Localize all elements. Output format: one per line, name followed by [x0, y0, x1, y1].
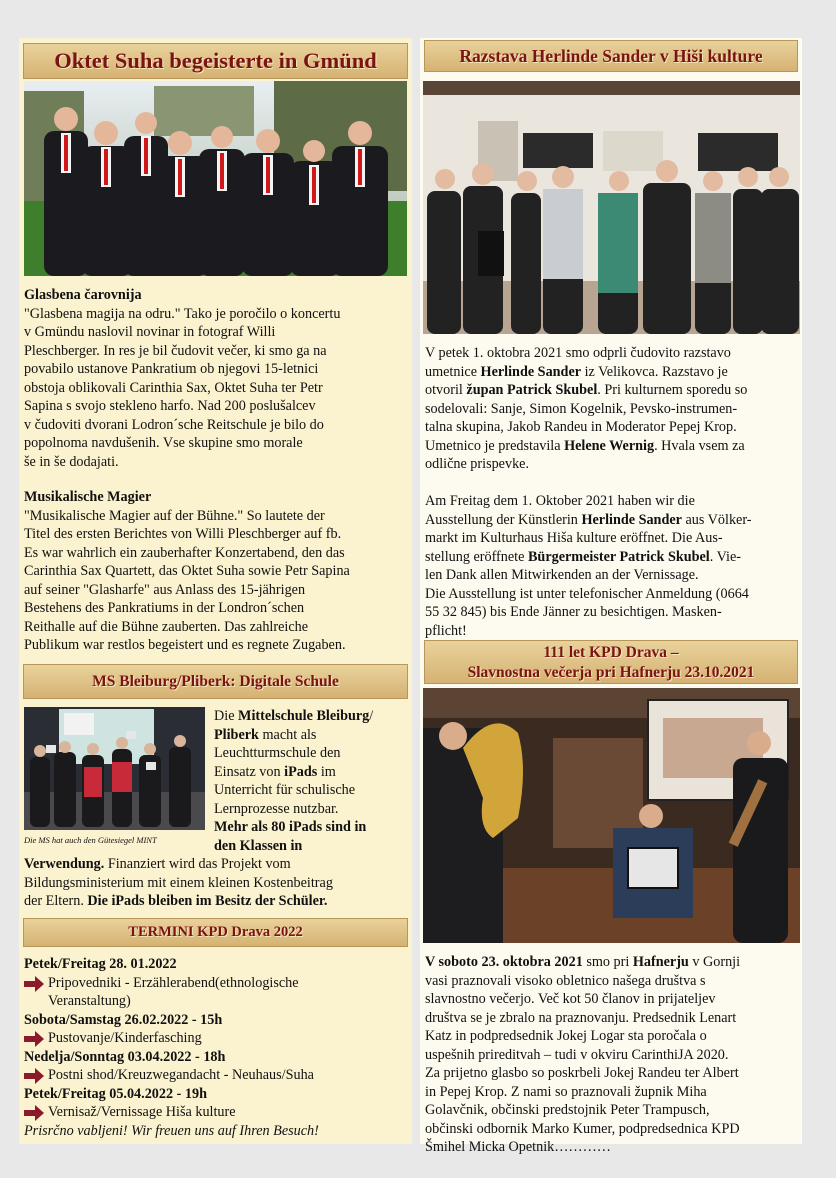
ms-ipads: iPads: [284, 763, 318, 780]
text: smo pri: [582, 954, 633, 970]
text-line: v čudoviti dvorani Lodron´sche Reitschule je bilo do: [24, 416, 324, 433]
event-date: Petek/Freitag 28. 01.2022: [24, 956, 177, 972]
ms-text: Unterricht für schulische: [214, 782, 356, 798]
banner-oktet-suha: [23, 43, 408, 79]
text: . Vie-: [709, 548, 741, 565]
text-line: popolnoma navdušenih. Vse skupine smo morale: [24, 435, 303, 451]
banner-oktet-suha-title: Oktet Suha begeisterte in Gmünd: [54, 48, 377, 73]
banner-razstava: [424, 40, 798, 72]
text-line: Die Ausstellung ist unter telefonischer Anmeldung (0664: [425, 585, 749, 602]
ms-text: der Eltern.: [24, 893, 88, 909]
text-line: občinski odbornik Marko Kumer, podpredsednica KPD: [425, 1120, 740, 1137]
article-musikalische-magier: [24, 488, 409, 655]
ms-text-bold: den Klassen in: [214, 837, 303, 854]
text-line: Katz in podpredsednik Jokej Logar sta poročala o: [425, 1028, 707, 1044]
date-bold: V soboto 23. oktobra 2021: [425, 954, 583, 970]
ms-text: Einsatz von: [214, 763, 285, 780]
ms-text: im: [317, 763, 336, 780]
ms-text-bold: Mehr als 80 iPads sind in: [214, 819, 367, 835]
dinner-photo: [423, 688, 800, 943]
banner-termini: [23, 918, 408, 947]
oktet-suha-photo: [24, 81, 407, 276]
ms-school-name: Mittelschule Bleiburg: [238, 708, 370, 724]
ms-text: Bildungsministerium mit einem kleinen Kostenbeitrag: [24, 874, 333, 891]
arrow-right-icon: [24, 1068, 44, 1084]
section-title-musikalische: Musikalische Magier: [24, 489, 152, 505]
right-column: [420, 38, 802, 1155]
ms-text: Lernprozesse nutzbar.: [214, 800, 339, 817]
event-row: [24, 1066, 409, 1085]
text-line: "Glasbena magija na odru." Tako je poročilo o koncertu: [24, 305, 341, 322]
event-date: Nedelja/Sonntag 03.04.2022 - 18h: [24, 1048, 226, 1065]
text-line: povabilo ustanove Pankratium ob njegovi 15-letnici: [24, 361, 319, 377]
text-line: vasi praznovali visoko obletnico našega društva s: [425, 972, 706, 989]
exhibition-photo: [423, 81, 800, 334]
text-line: Reithalle auf die Bühne zauberten. Das zahlreiche: [24, 618, 309, 635]
ms-photo-caption: Die MS hat auch den Gütesiegel MINT: [24, 835, 157, 845]
text: iz Velikovca. Razstavo je: [581, 363, 728, 380]
text-line: Publikum war restlos begeistert und es regnete Zugaben.: [24, 637, 346, 653]
text-line: Golavčnik, občinski predstojnik Peter Trampusch,: [425, 1102, 710, 1118]
text: otvoril: [425, 382, 467, 398]
text-line: Šmihel Micka Opetnik…………: [425, 1139, 611, 1155]
banner-111-let: [424, 640, 798, 684]
text: Umetnico je predstavila: [425, 437, 565, 454]
banner-termini-title: TERMINI KPD Drava 2022: [128, 924, 303, 940]
event-row: [24, 1029, 409, 1048]
text-line: "Musikalische Magier auf der Bühne." So lautete der: [24, 507, 325, 524]
events-list: [24, 955, 409, 1140]
event-row: [24, 974, 409, 1011]
left-column: [19, 38, 412, 1144]
text-line: talna skupina, Jakob Randeu in Moderator Pepej Krop.: [425, 419, 737, 435]
text: stellung eröffnete: [425, 548, 528, 565]
text-line: obstoja oblikovali Carinthia Sax, Oktet Suha ter Petr: [24, 379, 323, 396]
text-line: V petek 1. oktobra 2021 smo odprli čudovito razstavo: [425, 345, 731, 361]
event-row: [24, 1103, 409, 1122]
text: aus Völker-: [681, 511, 752, 528]
text-line: Es war wahrlich ein zauberhafter Konzertabend, den das: [24, 544, 345, 561]
mayor-name: župan Patrick Skubel: [466, 382, 598, 398]
banner-111-let-line2: Slavnostna večerja pri Hafnerju 23.10.2021: [467, 664, 755, 681]
article-glasbena-carovnija: [24, 286, 409, 471]
section-title-glasbena: Glasbena čarovnija: [24, 287, 142, 303]
artist-name: Herlinde Sander: [480, 363, 582, 380]
text-line: in Pepej Krop. Z nami so praznovali župnik Miha: [425, 1083, 707, 1100]
article-razstava-sl: [425, 344, 799, 474]
text-line: uspešnih prireditvah – tudi v okviru CarinthiJA 2020.: [425, 1046, 729, 1063]
event-date: Petek/Freitag 05.04.2022 - 19h: [24, 1085, 207, 1102]
text: . Pri kulturnem sporedu so: [597, 382, 748, 398]
text-line: Sapina s svojo stekleno harfo. Nad 200 poslušalcev: [24, 398, 316, 414]
closing-invitation: Prisrčno vabljeni! Wir freuen uns auf Ihren Besuch!: [24, 1122, 319, 1139]
event-desc: Pustovanje/Kinderfasching: [48, 1030, 202, 1046]
banner-ms-bleiburg: [23, 664, 408, 699]
text-line: Bestehens des Pankratiums in der Londron´schen: [24, 600, 305, 616]
banner-ms-bleiburg-title: MS Bleiburg/Pliberk: Digitale Schule: [92, 673, 339, 690]
text: v Gornji: [688, 954, 741, 970]
text-line: v Gmündu naslovil novinar in fotograf Willi: [24, 324, 276, 340]
event-desc: Veranstaltung): [48, 993, 131, 1009]
text-line: markt im Kulturhaus Hiša kulture eröffnet. Die Aus-: [425, 530, 723, 546]
text-line: sodelovali: Sanje, Simon Kogelnik, Pevsko-instrumen-: [425, 400, 738, 417]
text-line: Za prijetno glasbo so poskrbeli Jokej Randeu ter Albert: [425, 1065, 739, 1081]
banner-111-let-line1: 111 let KPD Drava –: [543, 644, 679, 661]
event-desc: Pripovedniki - Erzählerabend(ethnologische: [48, 974, 299, 991]
article-razstava-de: [425, 492, 799, 640]
text-line: Am Freitag dem 1. Oktober 2021 haben wir die: [425, 493, 695, 509]
ms-school-name-2: Pliberk: [214, 726, 259, 743]
text-line: še in še dodajati.: [24, 453, 119, 470]
arrow-right-icon: [24, 976, 44, 992]
text: . Hvala vsem za: [654, 437, 745, 454]
event-date: Sobota/Samstag 26.02.2022 - 15h: [24, 1011, 223, 1028]
event-desc: Postni shod/Kreuzwegandacht - Neuhaus/Suha: [48, 1067, 314, 1083]
text: Ausstellung der Künstlerin: [425, 511, 582, 528]
artist-name: Herlinde Sander: [581, 511, 682, 528]
ms-text: Leuchtturmschule den: [214, 745, 341, 761]
arrow-right-icon: [24, 1105, 44, 1121]
text-line: 55 32 845) bis Ende Jänner zu besichtigen. Masken-: [425, 604, 722, 620]
text-line: odlične prispevke.: [425, 456, 530, 472]
text-line: pflicht!: [425, 622, 467, 639]
ms-text-bold: Die iPads bleiben im Besitz der Schüler.: [87, 893, 328, 909]
event-desc: Vernisaž/Vernissage Hiša kulture: [48, 1104, 236, 1120]
banner-razstava-title: Razstava Herlinde Sander v Hiši kulture: [459, 46, 763, 66]
presenter-name: Helene Wernig: [564, 437, 655, 454]
text-line: slavnostno večerjo. Več kot 50 članov in prijateljev: [425, 991, 716, 1007]
text: umetnice: [425, 363, 481, 380]
ms-bleiburg-text-right: [214, 707, 409, 855]
venue-bold: Hafnerju: [632, 954, 689, 970]
ms-text: macht als: [258, 726, 317, 743]
text-line: auf seiner "Glasharfe" aus Anlass des 15-jährigen: [24, 581, 306, 598]
ms-text-bold: Verwendung.: [24, 856, 105, 872]
ms-bleiburg-photo: [24, 707, 205, 830]
text-line: Titel des ersten Berichtes von Willi Pleschberger auf fb.: [24, 526, 342, 542]
ms-text: Die: [214, 708, 239, 724]
text-line: Pleschberger. In res je bil čudovit večer, ki smo ga na: [24, 342, 327, 359]
ms-bleiburg-text-bottom: [24, 855, 409, 911]
text-line: Carinthia Sax Quartett, das Oktet Suha sowie Petr Sapina: [24, 563, 350, 579]
mayor-name: Bürgermeister Patrick Skubel: [527, 548, 710, 565]
text-line: len Dank allen Mitwirkenden an der Vernissage.: [425, 567, 699, 583]
text-line: društva se je zbralo na praznovanju. Predsednik Lenart: [425, 1009, 737, 1026]
article-111-let: [425, 953, 799, 1157]
ms-text: Finanziert wird das Projekt vom: [104, 856, 291, 872]
arrow-right-icon: [24, 1031, 44, 1047]
ms-text: /: [369, 708, 374, 724]
